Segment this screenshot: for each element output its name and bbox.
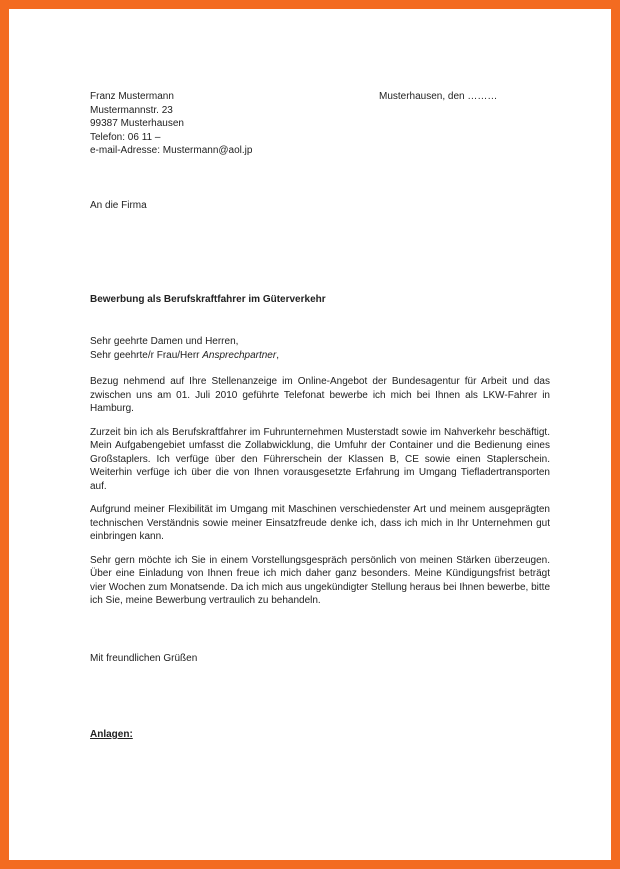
recipient: An die Firma	[90, 200, 147, 211]
salutation-prefix: Sehr geehrte/r Frau/Herr	[90, 349, 203, 361]
salutation-line-1: Sehr geehrte Damen und Herren,	[90, 336, 239, 347]
subject-line: Bewerbung als Berufskraftfahrer im Güterverkehr	[90, 294, 326, 305]
salutation-suffix: ,	[276, 349, 279, 361]
date-line: Musterhausen, den ………	[379, 91, 498, 102]
sender-city: 99387 Musterhausen	[90, 118, 184, 129]
salutation-line-2	[90, 349, 279, 363]
body-paragraph: Aufgrund meiner Flexibilität im Umgang mit Maschinen verschiedenster Art und meinem ausgeprägten technischen Verständnis sowie meiner Einsatzfreude denke ich, dass ich mich in Ihr Unternehmen gut einbringen kann.	[90, 504, 550, 542]
sender-address	[90, 90, 252, 158]
attachments-label: Anlagen:	[90, 729, 133, 740]
salutation	[90, 335, 279, 362]
salutation-contact-name: Ansprechpartner	[202, 349, 277, 361]
sender-email: e-mail-Adresse: Mustermann@aol.jp	[90, 145, 253, 156]
body-paragraph: Sehr gern möchte ich Sie in einem Vorstellungsgespräch persönlich von meinen Stärken überzeugen. Über eine Einladung von Ihnen freue ich mich daher ganz besonders. Meine Kündigungsfrist beträgt vier Wochen zum Monatsende. Da ich mich aus ungekündigter Stellung heraus bei Ihnen bewerbe, bitte ich Sie, meine Bewerbung vertraulich zu behandeln.	[90, 554, 550, 606]
body-paragraph: Zurzeit bin ich als Berufskraftfahrer im Fuhrunternehmen Musterstadt sowie im Nahverkehr beschäftigt. Mein Aufgabengebiet umfasst die Zollabwicklung, die Umfuhr der Container und die Bedienung eines Großstaplers. Ich verfüge über den Führerschein der Klassen B, CE sowie einen Staplerschein. Weiterhin verfüge ich über die von Ihnen vorausgesetzte Erfahrung im Umgang Tiefladertransporten auf.	[90, 426, 550, 492]
body-paragraph: Bezug nehmend auf Ihre Stellenanzeige im Online-Angebot der Bundesagentur für Arbeit und das zwischen uns am 01. Juli 2010 geführte Telefonat bewerbe ich mich bei Ihnen als LKW-Fahrer in Hamburg.	[90, 376, 550, 414]
letter-body	[90, 375, 550, 618]
sender-street: Mustermannstr. 23	[90, 104, 173, 116]
sender-name: Franz Mustermann	[90, 91, 174, 102]
sender-phone: Telefon: 06 11 –	[90, 131, 161, 143]
closing-line: Mit freundlichen Grüßen	[90, 653, 198, 664]
